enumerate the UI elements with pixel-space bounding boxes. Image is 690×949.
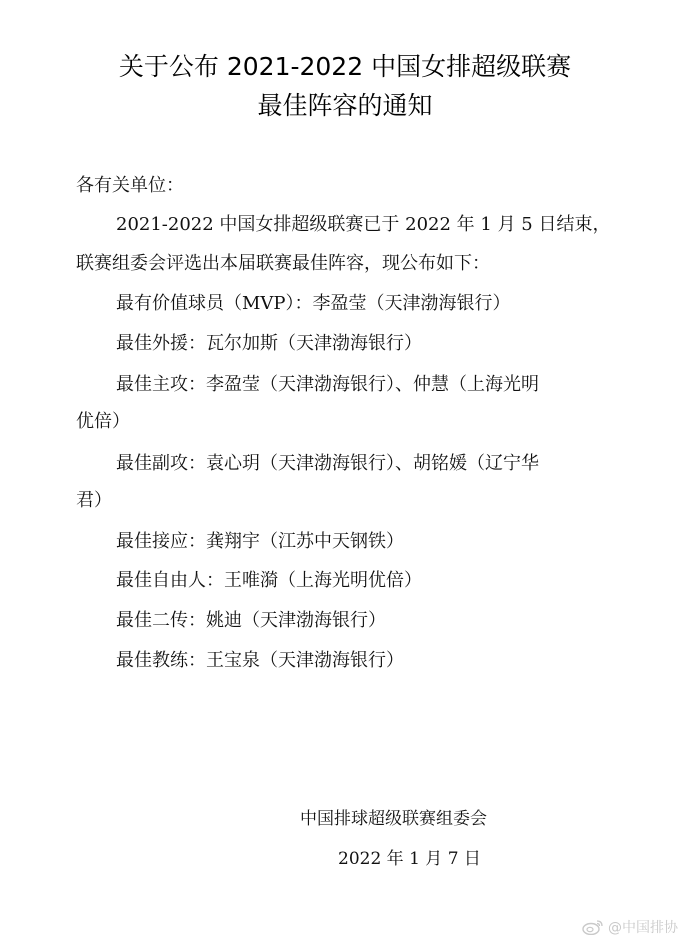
award-best-opposite: 最佳接应：龚翔宇（江苏中天钢铁） [116,531,404,552]
title-line-1: 关于公布 2021-2022 中国女排超级联赛 [118,52,572,81]
award-best-setter: 最佳二传：姚迪（天津渤海银行） [116,610,386,631]
award-best-coach: 最佳教练：王宝泉（天津渤海银行） [116,650,404,671]
title-line-2: 最佳阵容的通知 [257,91,433,120]
award-best-middle-blocker-cont: 君） [76,490,112,511]
intro-line-2: 联赛组委会评选出本届联赛最佳阵容，现公布如下： [76,253,490,274]
award-best-middle-blocker: 最佳副攻：袁心玥（天津渤海银行）、胡铭媛（辽宁华 [116,453,539,474]
award-mvp: 最有价值球员（MVP）：李盈莹（天津渤海银行） [116,293,511,314]
salutation: 各有关单位： [76,175,184,196]
award-best-outside-hitter-cont: 优倍） [76,411,130,432]
award-best-foreign-player: 最佳外援：瓦尔加斯（天津渤海银行） [116,333,422,354]
intro-line-1: 2021-2022 中国女排超级联赛已于 2022 年 1 月 5 日结束， [116,214,611,235]
award-best-outside-hitter: 最佳主攻：李盈莹（天津渤海银行）、仲慧（上海光明 [116,374,539,395]
watermark [582,917,678,937]
watermark-text: @中国排协 [608,920,678,936]
signature-org: 中国排球超级联赛组委会 [300,809,487,829]
award-best-libero: 最佳自由人：王唯漪（上海光明优倍） [116,570,422,591]
weibo-icon [582,919,604,935]
signature-date: 2022 年 1 月 7 日 [338,849,481,869]
